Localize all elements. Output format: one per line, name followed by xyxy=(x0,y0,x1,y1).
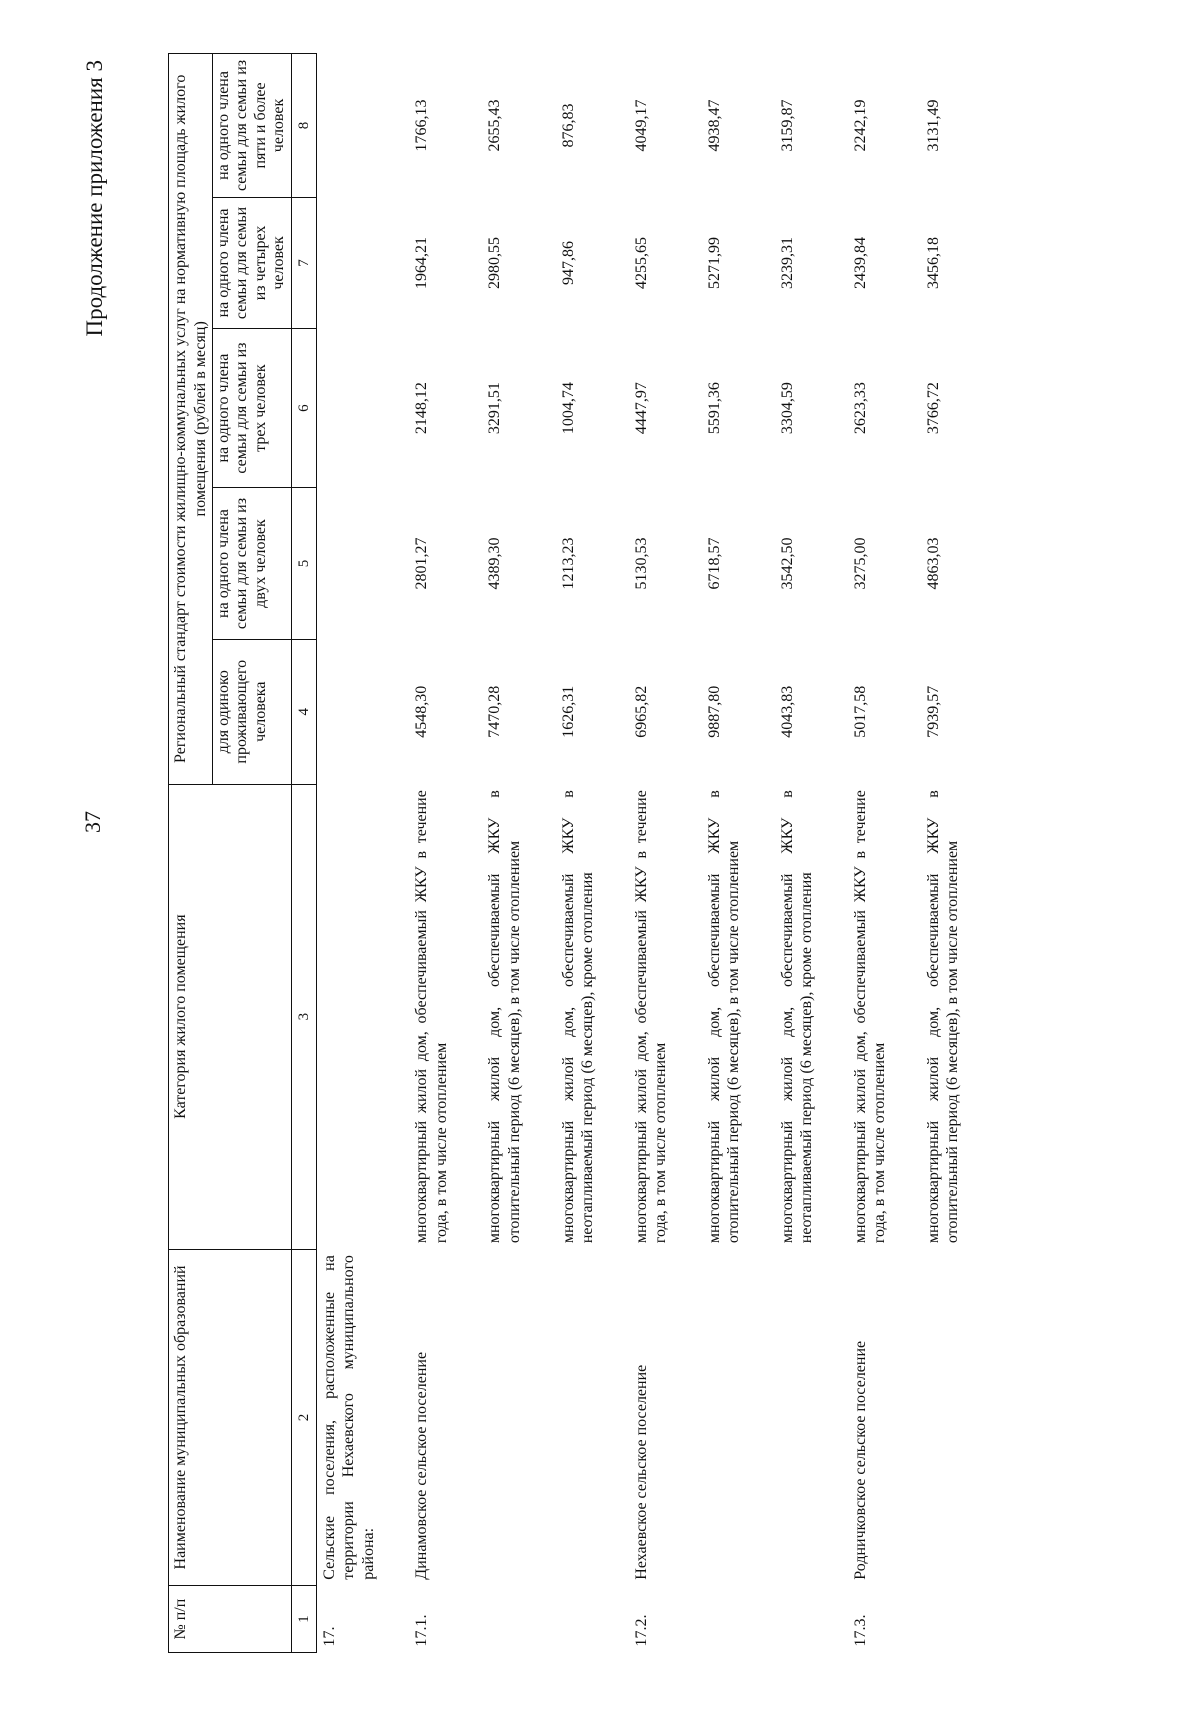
header-row xyxy=(169,54,213,1653)
rate-value: 3766,72 xyxy=(924,382,942,435)
header-sub-five-plus: на одного члена семьи для семьи из пяти и более человек xyxy=(213,54,292,198)
column-number: 5 xyxy=(291,488,316,640)
row-number xyxy=(921,1586,966,1653)
column-number: 2 xyxy=(291,1249,316,1586)
header-col-category: Категория жилого помещения xyxy=(169,784,292,1249)
rate-value: 3291,51 xyxy=(486,382,504,435)
housing-category: многоквартирный жилой дом, обеспечиваемый ЖКУ в отопительный период (6 месяцев), в том числе отоплением xyxy=(924,790,962,1244)
row-number: 17.1. xyxy=(413,1614,431,1647)
row-number xyxy=(775,1586,820,1653)
municipality-name xyxy=(775,1249,820,1586)
table-row xyxy=(921,54,966,1653)
rate-value: 2148,12 xyxy=(413,382,431,435)
rate-value: 6965,82 xyxy=(632,685,650,738)
rate-value: 1964,21 xyxy=(413,236,431,289)
header-sub-two: на одного члена семьи для семьи из двух человек xyxy=(213,488,292,640)
column-number: 3 xyxy=(291,784,316,1249)
row-number xyxy=(482,1586,527,1653)
housing-category: многоквартирный жилой дом, обеспечиваемый ЖКУ в течение года, в том числе отоплением xyxy=(413,790,450,1244)
table-row xyxy=(482,54,527,1653)
header-sub-four: на одного члена семьи для семьи из четырех человек xyxy=(213,197,292,328)
municipality-name: Динамовское сельское поселение xyxy=(413,1351,431,1580)
municipality-name: Родничковское сельское поселение xyxy=(851,1340,869,1580)
rate-value: 6718,57 xyxy=(705,537,723,590)
rate-value: 3239,31 xyxy=(778,236,796,289)
row-spacer xyxy=(381,54,409,1653)
rate-value: 3456,18 xyxy=(924,236,942,289)
rate-value: 7939,57 xyxy=(924,685,942,738)
rate-value: 1213,23 xyxy=(559,537,577,590)
rate-value: 5130,53 xyxy=(632,537,650,590)
row-number xyxy=(556,1586,601,1653)
municipality-name xyxy=(482,1249,527,1586)
rate-value: 3542,50 xyxy=(778,537,796,590)
municipality-name xyxy=(921,1249,966,1586)
page-number: 37 xyxy=(80,811,105,833)
column-number: 7 xyxy=(291,197,316,328)
rate-value: 2623,33 xyxy=(851,382,869,435)
housing-category: многоквартирный жилой дом, обеспечиваемый ЖКУ в отопительный период (6 месяцев), в том числе отоплением xyxy=(486,790,523,1244)
row-number: 17.3. xyxy=(851,1614,869,1647)
rate-value: 4389,30 xyxy=(486,537,504,590)
header-col-standard: Региональный стандарт стоимости жилищно-коммунальных услуг на нормативную площадь жилого помещения (рублей в месяц) xyxy=(169,54,213,785)
header-sub-three: на одного члена семьи для семьи из трех человек xyxy=(213,328,292,487)
table-body xyxy=(316,54,965,1653)
rate-value: 7470,28 xyxy=(486,685,504,738)
rate-value: 4255,65 xyxy=(632,236,650,289)
table-row xyxy=(775,54,820,1653)
rate-value: 2439,84 xyxy=(851,236,869,289)
rate-value: 2980,55 xyxy=(486,236,504,289)
row-spacer xyxy=(893,54,921,1653)
section-row xyxy=(316,54,381,1653)
rate-value: 4049,17 xyxy=(632,99,650,152)
rate-value: 3159,87 xyxy=(778,99,796,152)
rate-value: 4043,83 xyxy=(778,685,796,738)
rate-value: 5271,99 xyxy=(705,236,723,289)
housing-category: многоквартирный жилой дом, обеспечиваемый ЖКУ в неотапливаемый период (6 месяцев), кроме отопления xyxy=(778,790,816,1244)
rate-value: 2801,27 xyxy=(413,537,431,590)
rate-value: 4548,30 xyxy=(413,685,431,738)
housing-category: многоквартирный жилой дом, обеспечиваемый ЖКУ в отопительный период (6 месяцев), в том числе отоплением xyxy=(705,790,743,1244)
housing-category: многоквартирный жилой дом, обеспечиваемый ЖКУ в течение года, в том числе отоплением xyxy=(632,790,670,1244)
rate-value: 2655,43 xyxy=(486,99,504,152)
rate-value: 3131,49 xyxy=(924,99,942,152)
row-spacer xyxy=(820,54,848,1653)
rate-value: 3304,59 xyxy=(778,382,796,435)
rate-value: 2242,19 xyxy=(851,99,869,152)
section-number: 17. xyxy=(320,1626,338,1647)
rate-value: 3275,00 xyxy=(851,537,869,590)
municipality-name xyxy=(556,1249,601,1586)
header-col-no: № п/п xyxy=(169,1586,292,1653)
section-name: Сельские поселения, расположенные на территории Нехаевского муниципального района: xyxy=(320,1255,377,1580)
municipality-name xyxy=(702,1249,747,1586)
row-spacer xyxy=(454,54,482,1653)
rate-value: 947,86 xyxy=(559,240,577,285)
rate-value: 4863,03 xyxy=(924,537,942,590)
rate-value: 9887,80 xyxy=(705,685,723,738)
housing-category: многоквартирный жилой дом, обеспечиваемый ЖКУ в неотапливаемый период (6 месяцев), кроме отопления xyxy=(559,790,597,1244)
header-col-name: Наименование муниципальных образований xyxy=(169,1249,292,1586)
table-row xyxy=(556,54,601,1653)
table-row xyxy=(409,54,454,1653)
table-row xyxy=(629,54,674,1653)
rate-value: 5591,36 xyxy=(705,382,723,435)
row-spacer xyxy=(601,54,629,1653)
table-row xyxy=(848,54,893,1653)
appendix-continuation-label: Продолжение приложения 3 xyxy=(82,60,107,337)
rate-value: 4938,47 xyxy=(705,99,723,152)
row-spacer xyxy=(528,54,556,1653)
table-row xyxy=(702,54,747,1653)
column-number: 6 xyxy=(291,328,316,487)
column-number: 8 xyxy=(291,54,316,198)
row-number: 17.2. xyxy=(632,1614,650,1647)
rate-value: 1626,31 xyxy=(559,685,577,738)
row-number xyxy=(702,1586,747,1653)
row-spacer xyxy=(674,54,702,1653)
municipality-name: Нехаевское сельское поселение xyxy=(632,1364,650,1580)
column-number: 4 xyxy=(291,639,316,784)
row-spacer xyxy=(747,54,775,1653)
housing-category: многоквартирный жилой дом, обеспечиваемый ЖКУ в течение года, в том числе отоплением xyxy=(851,790,889,1244)
rate-value: 1766,13 xyxy=(413,99,431,152)
column-number: 1 xyxy=(291,1586,316,1653)
rate-value: 876,83 xyxy=(559,103,577,148)
rate-value: 1004,74 xyxy=(559,382,577,435)
rate-value: 5017,58 xyxy=(851,685,869,738)
header-sub-single: для одиноко проживающего человека xyxy=(213,639,292,784)
column-number-row xyxy=(291,54,316,1653)
rate-value: 4447,97 xyxy=(632,382,650,435)
tariff-table xyxy=(168,53,966,1653)
